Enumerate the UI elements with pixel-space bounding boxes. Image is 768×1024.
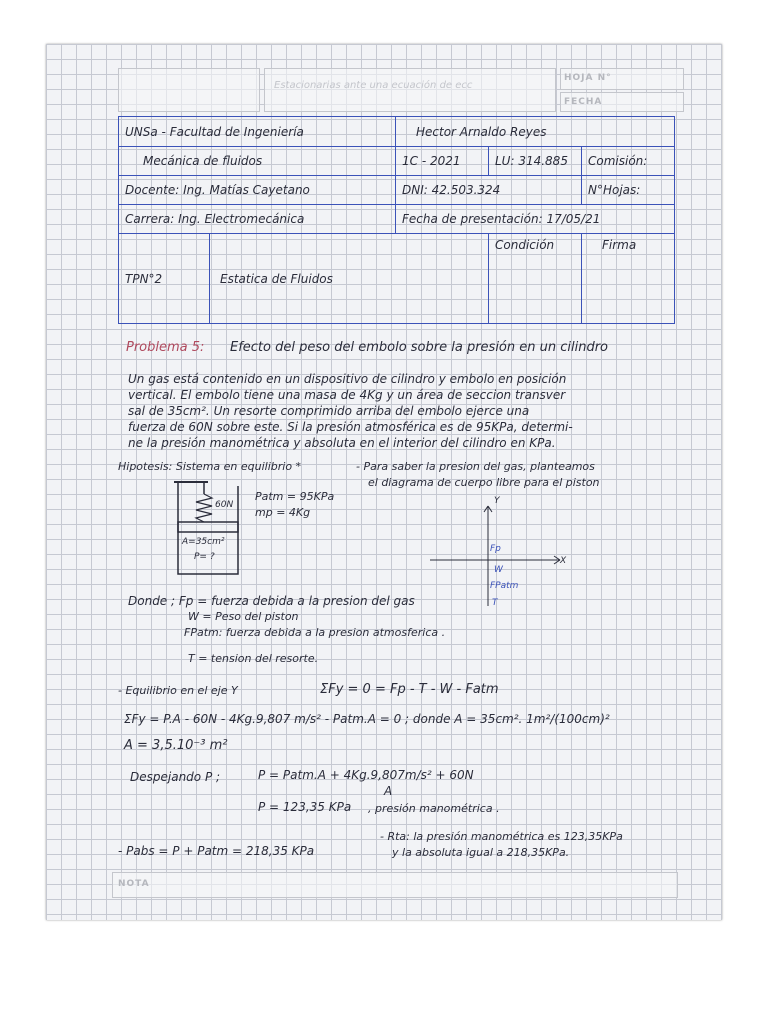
fbd-t-label: T <box>492 598 498 608</box>
problem-line-3: sal de 35cm². Un resorte comprimido arriba del embolo ejerce una <box>128 404 530 418</box>
eq-sum-forces: ΣFy = 0 = Fp - T - W - Fatm <box>320 682 499 697</box>
eq-denominator: A <box>384 784 393 798</box>
fbd-x-label: X <box>560 556 567 566</box>
eq-solve-p: P = Patm.A + 4Kg.9,807m/s² + 60N <box>258 768 474 782</box>
problem-line-5: ne la presión manométrica y absoluta en el interior del cilindro en KPa. <box>128 436 556 450</box>
subject-cell: Mecánica de fluidos <box>119 147 396 176</box>
answer-line-2: y la absoluta igual a 218,35KPa. <box>392 846 570 859</box>
problem-title: Efecto del peso del embolo sobre la presión en un cilindro <box>230 340 609 355</box>
tp-title-cell: Estatica de Fluidos <box>210 234 489 324</box>
problem-label: Problema 5: <box>126 340 205 355</box>
eq-area: A = 3,5.10⁻³ m² <box>124 738 228 753</box>
fecha-presentacion-cell: Fecha de presentación: 17/05/21 <box>396 205 675 234</box>
carrera-cell: Carrera: Ing. Electromecánica <box>119 205 396 234</box>
eq-solving-label: Despejando P ; <box>130 770 221 784</box>
eq-absolute-pressure: - Pabs = P + Patm = 218,35 KPa <box>118 844 315 858</box>
eq-equilibrium-label: - Equilibrio en el eje Y <box>118 684 238 697</box>
figure-patm: Patm = 95KPa <box>255 490 335 503</box>
tp-cell: TPN°2 <box>119 234 210 324</box>
figure-pressure: P= ? <box>194 552 215 562</box>
fbd-y-label: Y <box>494 496 500 506</box>
figure-mp: mp = 4Kg <box>255 506 311 519</box>
hoja-label: HOJA N° <box>564 73 612 83</box>
where-line-2: W = Peso del piston <box>188 610 299 623</box>
eq-result-label: , presión manométrica . <box>368 802 500 815</box>
header-left-box <box>118 68 260 112</box>
fbd-fpatm-label: FPatm <box>490 581 519 591</box>
info-table <box>118 116 675 324</box>
fbd-fp-label: Fp <box>490 544 501 554</box>
condicion-cell: Condición <box>489 234 582 324</box>
cylinder-figure <box>168 474 248 580</box>
student-name: Hector Arnaldo Reyes <box>416 124 547 139</box>
problem-line-4: fuerza de 60N sobre este. Si la presión atmosférica es de 95KPa, determi- <box>128 420 573 434</box>
hojas-cell: N°Hojas: <box>582 176 675 205</box>
fecha-label: FECHA <box>564 97 603 107</box>
header-faded-text: Estacionarias ante una ecuación de ecc <box>274 80 473 91</box>
figure-area: A=35cm² <box>182 537 225 547</box>
faculty-cell: UNSa - Facultad de Ingeniería <box>119 117 396 147</box>
fbd-w-label: W <box>494 565 503 575</box>
hypothesis-note-1: - Para saber la presion del gas, planteamos <box>356 460 595 473</box>
eq-expanded: ΣFy = P.A - 60N - 4Kg.9,807 m/s² - Patm.A = 0 ; donde A = 35cm². 1m²/(100cm)² <box>124 712 610 726</box>
where-line-4: T = tension del resorte. <box>188 652 319 665</box>
problem-line-2: vertical. El embolo tiene una masa de 4Kg y un área de seccion transver <box>128 388 566 402</box>
student-name-cell <box>396 117 675 147</box>
nota-box <box>112 872 678 898</box>
hypothesis-label: Hipotesis: Sistema en equilibrio * <box>118 460 302 473</box>
docente-cell: Docente: Ing. Matías Cayetano <box>119 176 396 205</box>
eq-result-p: P = 123,35 KPa <box>258 800 352 814</box>
lu-cell: LU: 314.885 <box>489 147 582 176</box>
where-line-1: Donde ; Fp = fuerza debida a la presion del gas <box>128 594 415 608</box>
figure-force: 60N <box>215 500 234 510</box>
comision-cell: Comisión: <box>582 147 675 176</box>
problem-line-1: Un gas está contenido en un dispositivo de cilindro y embolo en posición <box>128 372 567 386</box>
where-line-3: FPatm: fuerza debida a la presion atmosferica . <box>184 626 446 639</box>
dni-cell: DNI: 42.503.324 <box>396 176 582 205</box>
term-cell: 1C - 2021 <box>396 147 489 176</box>
hypothesis-note-2: el diagrama de cuerpo libre para el piston <box>368 476 600 489</box>
nota-label: NOTA <box>118 879 150 889</box>
answer-line-1: - Rta: la presión manométrica es 123,35KPa <box>380 830 623 843</box>
firma-cell: Firma <box>582 234 675 324</box>
